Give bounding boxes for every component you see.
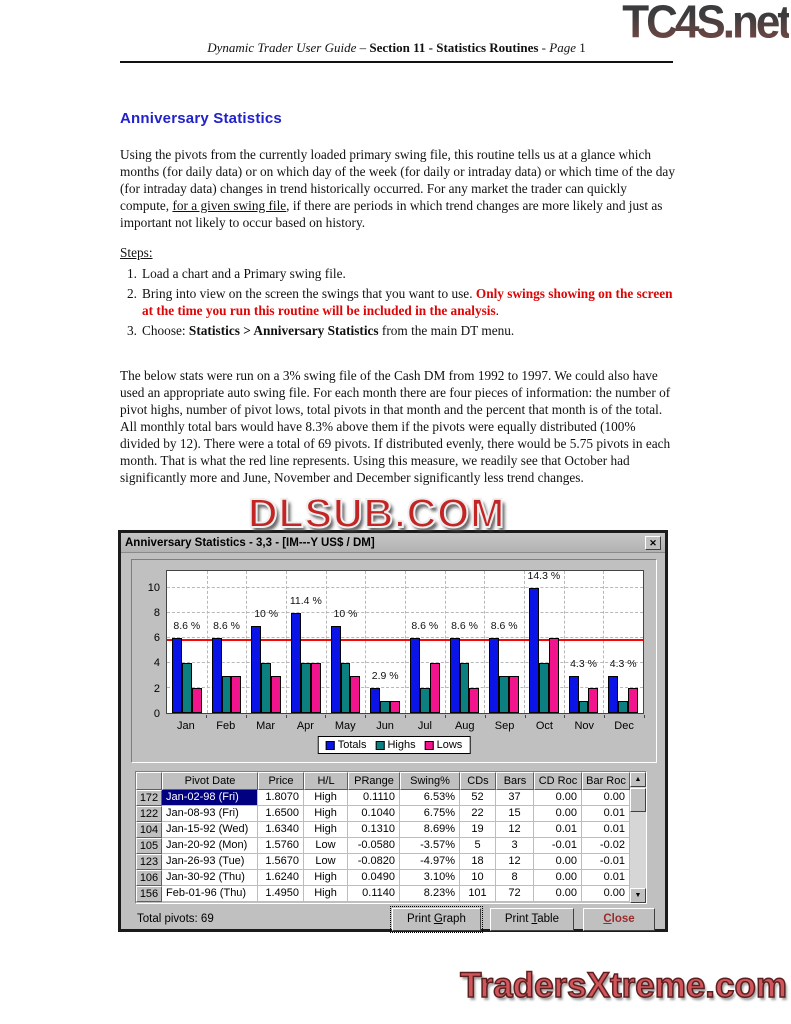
close-accel: C xyxy=(603,912,612,925)
print-graph-button[interactable] xyxy=(392,908,481,931)
bar-highs-jul xyxy=(420,688,430,713)
percent-label: 8.6 % xyxy=(213,620,240,633)
percent-label: 10 % xyxy=(254,607,279,620)
table-cell[interactable]: 37 xyxy=(496,790,534,806)
steps-section xyxy=(120,244,676,342)
step-3-menu-path: Statistics > Anniversary Statistics xyxy=(188,323,379,338)
table-cell[interactable]: 0.01 xyxy=(582,806,630,822)
column-header[interactable]: Swing% xyxy=(400,772,460,790)
bar-lows-oct xyxy=(549,638,559,713)
table-cell[interactable]: 0.0490 xyxy=(348,870,400,886)
table-cell[interactable]: 1.6340 xyxy=(258,822,304,838)
month-label: May xyxy=(334,720,356,732)
table-cell[interactable]: Feb-01-96 (Thu) xyxy=(162,886,258,902)
month-label: Jan xyxy=(177,720,195,732)
table-cell[interactable]: 0.00 xyxy=(534,870,582,886)
column-header[interactable] xyxy=(136,772,162,790)
table-cell[interactable]: 8 xyxy=(496,870,534,886)
table-cell[interactable]: 0.00 xyxy=(534,886,582,902)
bar-lows-sep xyxy=(509,676,519,713)
y-tick-label: 2 xyxy=(153,682,160,695)
bar-totals-dec xyxy=(608,676,618,713)
bar-lows-dec xyxy=(628,688,638,713)
print-table-accel: T xyxy=(531,912,538,925)
column-header[interactable]: H/L xyxy=(304,772,348,790)
percent-label: 10 % xyxy=(333,607,358,620)
chart-panel xyxy=(131,559,657,763)
month-label: Jun xyxy=(376,720,394,732)
legend-label: Totals xyxy=(337,739,367,751)
chart-x-axis xyxy=(166,718,644,732)
percent-label: 11.4 % xyxy=(289,595,322,608)
chart-legend xyxy=(318,736,471,754)
scrollbar-track[interactable] xyxy=(630,812,646,888)
step-3-plain: Choose: xyxy=(142,323,189,338)
month-label: Apr xyxy=(296,720,314,732)
column-header[interactable]: Price xyxy=(258,772,304,790)
table-cell[interactable]: 22 xyxy=(460,806,496,822)
percent-label: 8.6 % xyxy=(173,620,201,633)
table-cell[interactable]: 0.01 xyxy=(582,822,630,838)
doc-header-sep: - xyxy=(538,40,550,55)
table-cell[interactable]: 101 xyxy=(460,886,496,902)
table-cell[interactable]: 0.01 xyxy=(534,822,582,838)
table-cell[interactable]: 0.00 xyxy=(582,790,630,806)
step-2-period: . xyxy=(495,303,499,318)
bar-highs-aug xyxy=(460,663,470,713)
table-cell[interactable]: 18 xyxy=(460,854,496,870)
step-3-number: 3. xyxy=(127,323,137,338)
table-cell[interactable]: Jan-15-92 (Wed) xyxy=(162,822,258,838)
month-label: Mar xyxy=(256,720,276,732)
legend-label: Highs xyxy=(387,739,416,751)
table-cell[interactable]: -0.01 xyxy=(534,838,582,854)
table-cell[interactable]: -4.97% xyxy=(400,854,460,870)
reference-line xyxy=(167,639,643,641)
doc-header xyxy=(120,40,673,63)
print-table-button[interactable] xyxy=(490,908,574,931)
table-cell[interactable]: 3.10% xyxy=(400,870,460,886)
table-cell[interactable]: 0.1110 xyxy=(348,790,400,806)
bar-highs-nov xyxy=(579,701,589,713)
paragraph-intro-text: Using the pivots from the currently loaded primary swing file, this routine tells us at a glance which months (for daily data) or on which day of the week (for daily or intraday data) or which time of the day (for intraday data) changes in trend historically occurred. For any market the trader can quickly compute, xyxy=(120,147,675,213)
close-button[interactable] xyxy=(583,908,655,931)
table-cell[interactable]: -0.0820 xyxy=(348,854,400,870)
table-cell[interactable]: 1.8070 xyxy=(258,790,304,806)
table-cell[interactable]: 0.00 xyxy=(582,886,630,902)
percent-label: 4.3 % xyxy=(570,657,597,670)
doc-header-page-word: Page xyxy=(549,40,576,55)
tc4s-logo: TC4S.net xyxy=(622,0,789,49)
legend-item-lows xyxy=(425,739,463,751)
table-cell[interactable]: 52 xyxy=(460,790,496,806)
row-number[interactable]: 122 xyxy=(136,806,162,822)
column-header[interactable]: CDs xyxy=(460,772,496,790)
legend-item-totals xyxy=(326,739,367,751)
row-number[interactable]: 105 xyxy=(136,838,162,854)
total-pivots-status: Total pivots: 69 xyxy=(137,913,214,925)
bar-highs-oct xyxy=(539,663,549,713)
scroll-down-icon[interactable]: ▼ xyxy=(630,888,646,903)
bar-totals-nov xyxy=(569,676,579,713)
month-label: Sep xyxy=(494,720,515,732)
table-cell[interactable]: -0.0580 xyxy=(348,838,400,854)
print-graph-label2: raph xyxy=(442,912,466,925)
close-icon[interactable]: ✕ xyxy=(645,536,661,550)
y-tick-label: 6 xyxy=(153,632,160,645)
pivot-table xyxy=(135,771,647,904)
paragraph-intro-text2: , if there are periods in which trend changes are more likely and just as important not likely to occur based on history. xyxy=(120,198,663,230)
step-1-text: Load a chart and a Primary swing file. xyxy=(142,266,346,281)
table-cell[interactable]: 1.6240 xyxy=(258,870,304,886)
step-2-text xyxy=(142,285,676,319)
table-cell[interactable]: Low xyxy=(304,854,348,870)
table-cell[interactable]: 19 xyxy=(460,822,496,838)
bar-totals-aug xyxy=(450,638,460,713)
table-cell[interactable]: High xyxy=(304,822,348,838)
bar-totals-sep xyxy=(489,638,499,713)
table-cell[interactable]: 8.23% xyxy=(400,886,460,902)
percent-label: 4.3 % xyxy=(609,657,637,670)
table-cell[interactable]: 0.00 xyxy=(534,790,582,806)
percent-label: 8.6 % xyxy=(451,620,478,633)
row-number[interactable]: 104 xyxy=(136,822,162,838)
table-cell[interactable]: 72 xyxy=(496,886,534,902)
table-cell[interactable]: 6.75% xyxy=(400,806,460,822)
paragraph-stats: The below stats were run on a 3% swing file of the Cash DM from 1992 to 1997. We could also have used an appropriate auto swing file. For each month there are four pieces of information: the number of pivot highs, number of pivot lows, total pivots in that month and the percent that month is of the total. All monthly total bars would have 8.3% above them if the pivots were equally distributed (100% divided by 12). There were a total of 69 pivots. If distributed evenly, there would be 5.75 pivots in each month. That is what the red line represents. Using this measure, we readily see that October had significantly more and June, November and December significantly less trend changes. xyxy=(120,368,671,485)
bar-highs-apr xyxy=(301,663,311,713)
doc-header-dash: – xyxy=(356,40,370,55)
table-cell[interactable]: 0.00 xyxy=(534,854,582,870)
bar-lows-jan xyxy=(192,688,202,713)
month-label: Aug xyxy=(454,720,475,732)
table-cell[interactable]: 5 xyxy=(460,838,496,854)
bar-lows-nov xyxy=(588,688,598,713)
bar-lows-jun xyxy=(390,701,400,713)
table-cell[interactable]: 1.5670 xyxy=(258,854,304,870)
print-graph-label: Print xyxy=(407,912,434,925)
table-cell[interactable]: 0.1310 xyxy=(348,822,400,838)
month-label: Dec xyxy=(614,720,634,732)
print-table-label2: able xyxy=(537,912,559,925)
legend-swatch xyxy=(425,741,434,750)
bar-lows-jul xyxy=(430,663,440,713)
bar-lows-apr xyxy=(311,663,321,713)
pivot-table-grid xyxy=(136,772,630,903)
step-1 xyxy=(120,265,676,282)
legend-item-highs xyxy=(375,739,415,751)
table-cell[interactable]: High xyxy=(304,870,348,886)
table-cell[interactable]: Jan-02-98 (Fri) xyxy=(162,790,258,806)
doc-header-page-num: 1 xyxy=(575,40,586,55)
bar-totals-apr xyxy=(291,613,301,713)
page-title: Anniversary Statistics xyxy=(120,110,282,127)
y-tick-label: 8 xyxy=(153,606,160,619)
chart-y-axis xyxy=(140,570,162,720)
doc-header-guide: Dynamic Trader User Guide xyxy=(207,40,357,55)
table-cell[interactable]: Jan-26-93 (Tue) xyxy=(162,854,258,870)
bar-highs-may xyxy=(341,663,351,713)
window-bottombar xyxy=(121,907,665,931)
bar-totals-oct xyxy=(529,588,539,713)
table-cell[interactable]: 0.00 xyxy=(534,806,582,822)
table-cell[interactable]: 0.1040 xyxy=(348,806,400,822)
bar-lows-may xyxy=(350,676,360,713)
month-label: Feb xyxy=(216,720,236,732)
bar-highs-dec xyxy=(618,701,628,713)
column-header[interactable]: Pivot Date xyxy=(162,772,258,790)
column-header[interactable]: CD Roc xyxy=(534,772,582,790)
month-label: Oct xyxy=(535,720,553,732)
y-tick-label: 0 xyxy=(153,708,160,720)
steps-label: Steps: xyxy=(120,245,153,260)
close-label2: lose xyxy=(611,912,635,925)
step-3-text xyxy=(142,322,514,339)
step-2-warning: Only swings showing on the screen at the time you run this routine will be included in the analysis xyxy=(142,286,673,318)
bar-totals-jun xyxy=(370,688,380,713)
table-cell[interactable]: -0.01 xyxy=(582,854,630,870)
legend-swatch xyxy=(375,741,384,750)
table-cell[interactable]: 12 xyxy=(496,854,534,870)
column-header[interactable]: PRange xyxy=(348,772,400,790)
window-title: Anniversary Statistics - 3,3 - [IM---Y US$ / DM] xyxy=(125,536,375,549)
bar-lows-mar xyxy=(271,676,281,713)
step-2-number: 2. xyxy=(127,286,137,301)
step-2-plain: Bring into view on the screen the swings that you want to use. xyxy=(142,286,476,301)
print-graph-accel: G xyxy=(433,912,443,925)
table-cell[interactable]: -3.57% xyxy=(400,838,460,854)
table-cell[interactable]: 1.6500 xyxy=(258,806,304,822)
dlsub-watermark: DLSUB.COM xyxy=(248,490,506,536)
bar-totals-may xyxy=(331,626,341,713)
month-label: Jul xyxy=(417,720,432,732)
paragraph-intro xyxy=(120,146,676,231)
table-cell[interactable]: 12 xyxy=(496,822,534,838)
bar-highs-feb xyxy=(222,676,232,713)
table-cell[interactable]: Low xyxy=(304,838,348,854)
step-3 xyxy=(120,322,676,339)
column-header[interactable]: Bars xyxy=(496,772,534,790)
anniversary-statistics-window xyxy=(118,530,668,932)
row-number[interactable]: 106 xyxy=(136,870,162,886)
bar-lows-aug xyxy=(469,688,479,713)
percent-label: 2.9 % xyxy=(371,670,399,683)
month-label: Nov xyxy=(574,720,595,732)
table-cell[interactable]: High xyxy=(304,806,348,822)
row-number[interactable]: 156 xyxy=(136,886,162,902)
step-3-end: from the main DT menu. xyxy=(378,323,515,338)
table-cell[interactable]: 15 xyxy=(496,806,534,822)
y-tick-label: 4 xyxy=(153,657,160,670)
bar-lows-feb xyxy=(231,676,241,713)
table-cell[interactable]: High xyxy=(304,790,348,806)
table-cell[interactable]: 0.01 xyxy=(582,870,630,886)
chart-plot xyxy=(166,570,644,714)
legend-label: Lows xyxy=(436,739,463,751)
table-cell[interactable]: 3 xyxy=(496,838,534,854)
legend-swatch xyxy=(326,741,335,750)
bar-totals-mar xyxy=(251,626,261,713)
row-number[interactable]: 123 xyxy=(136,854,162,870)
table-cell[interactable]: 10 xyxy=(460,870,496,886)
row-number[interactable]: 172 xyxy=(136,790,162,806)
bar-totals-feb xyxy=(212,638,222,713)
bar-highs-jun xyxy=(380,701,390,713)
table-cell[interactable]: Jan-20-92 (Mon) xyxy=(162,838,258,854)
bar-highs-mar xyxy=(261,663,271,713)
print-table-label: Print xyxy=(504,912,532,925)
table-cell[interactable]: Jan-30-92 (Thu) xyxy=(162,870,258,886)
underlined-phrase: for a given swing file xyxy=(172,198,287,213)
bar-highs-sep xyxy=(499,676,509,713)
bar-totals-jul xyxy=(410,638,420,713)
table-cell[interactable]: 0.1140 xyxy=(348,886,400,902)
table-cell[interactable]: 8.69% xyxy=(400,822,460,838)
percent-label: 8.6 % xyxy=(490,620,518,633)
doc-header-section: Section 11 - Statistics Routines xyxy=(369,40,539,55)
table-cell[interactable]: 1.5760 xyxy=(258,838,304,854)
table-cell[interactable]: 1.4950 xyxy=(258,886,304,902)
percent-label: 14.3 % xyxy=(527,570,561,583)
step-2 xyxy=(120,285,676,319)
table-cell[interactable]: -0.02 xyxy=(582,838,630,854)
table-cell[interactable]: Jan-08-93 (Fri) xyxy=(162,806,258,822)
table-scrollbar[interactable] xyxy=(630,772,646,903)
table-cell[interactable]: High xyxy=(304,886,348,902)
table-cell[interactable]: 6.53% xyxy=(400,790,460,806)
bar-highs-jan xyxy=(182,663,192,713)
step-1-number: 1. xyxy=(127,266,137,281)
column-header[interactable]: Bar Roc xyxy=(582,772,630,790)
scrollbar-thumb[interactable] xyxy=(630,788,646,812)
y-tick-label: 10 xyxy=(147,581,160,594)
tradersxtreme-logo: TradersXtreme.com xyxy=(460,966,787,1005)
scroll-up-icon[interactable]: ▲ xyxy=(630,772,646,787)
bar-totals-jan xyxy=(172,638,182,713)
percent-label: 8.6 % xyxy=(411,620,439,633)
